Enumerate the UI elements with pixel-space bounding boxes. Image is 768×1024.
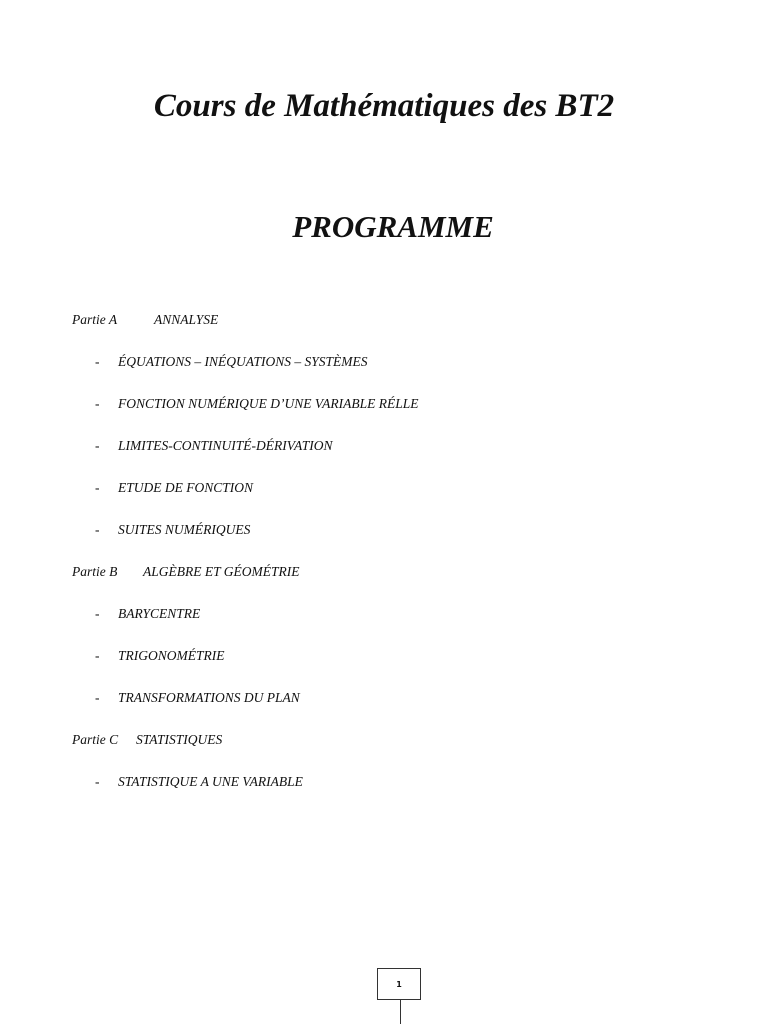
list-item-text: ÉQUATIONS – INÉQUATIONS – SYSTÈMES <box>118 354 368 369</box>
part-label: Partie A <box>72 312 118 327</box>
bullet-dash: - <box>95 606 100 621</box>
page-number: 1 <box>377 968 421 1000</box>
list-item <box>72 435 712 477</box>
programme-outline <box>72 309 712 813</box>
part-title: ALGÈBRE ET GÉOMÉTRIE <box>143 564 300 579</box>
bullet-dash: - <box>95 480 100 495</box>
bullet-dash: - <box>95 690 100 705</box>
page-number-connector <box>400 1000 401 1024</box>
list-item <box>72 603 712 645</box>
bullet-dash: - <box>95 522 100 537</box>
list-item <box>72 351 712 393</box>
part-b-heading <box>72 561 712 603</box>
part-a-heading <box>72 309 712 351</box>
list-item <box>72 393 712 435</box>
part-label: Partie C <box>72 732 119 747</box>
bullet-dash: - <box>95 438 100 453</box>
list-item-text: STATISTIQUE A UNE VARIABLE <box>118 774 303 789</box>
bullet-dash: - <box>95 648 100 663</box>
part-title: ANNALYSE <box>154 312 219 327</box>
list-item-text: SUITES NUMÉRIQUES <box>118 522 251 537</box>
list-item-text: LIMITES-CONTINUITÉ-DÉRIVATION <box>118 438 333 453</box>
bullet-dash: - <box>95 354 100 369</box>
bullet-dash: - <box>95 774 100 789</box>
list-item <box>72 645 712 687</box>
list-item <box>72 519 712 561</box>
list-item-text: TRANSFORMATIONS DU PLAN <box>118 690 300 705</box>
list-item-text: TRIGONOMÉTRIE <box>118 648 225 663</box>
bullet-dash: - <box>95 396 100 411</box>
list-item <box>72 477 712 519</box>
list-item-text: FONCTION NUMÉRIQUE D’UNE VARIABLE RÉLLE <box>118 396 419 411</box>
list-item-text: ETUDE DE FONCTION <box>118 480 254 495</box>
document-title: Cours de Mathématiques des BT2 <box>153 88 615 124</box>
list-item-text: BARYCENTRE <box>118 606 201 621</box>
section-heading-programme: PROGRAMME <box>292 209 494 244</box>
part-label: Partie B <box>72 564 118 579</box>
list-item <box>72 687 712 729</box>
list-item <box>72 771 712 813</box>
part-c-heading <box>72 729 712 771</box>
part-title: STATISTIQUES <box>136 732 223 747</box>
